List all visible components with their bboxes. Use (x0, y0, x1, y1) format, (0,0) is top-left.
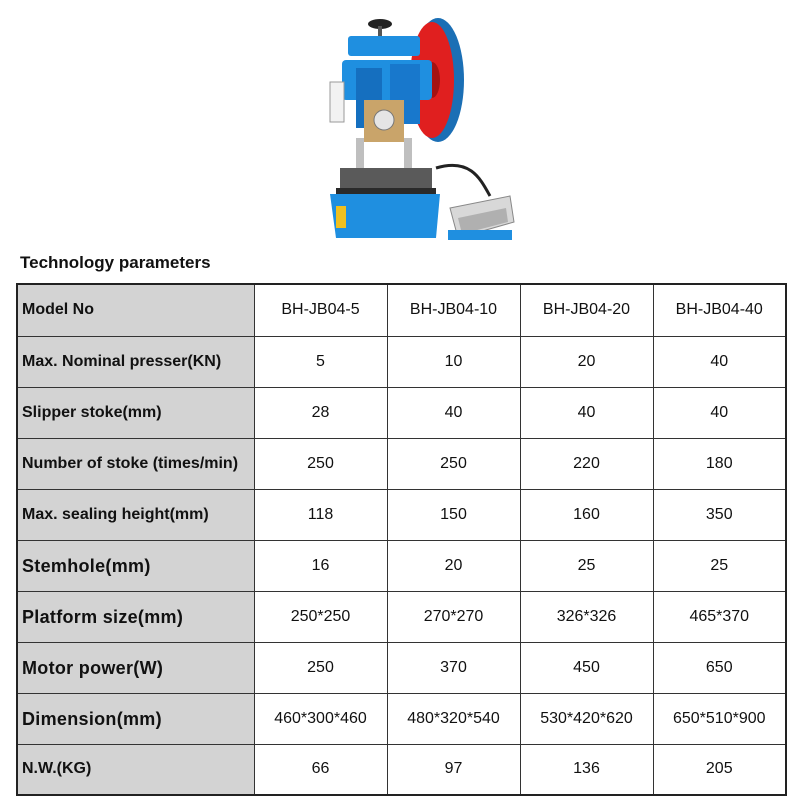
table-header-row (17, 284, 786, 336)
table-cell: 650*510*900 (653, 693, 786, 744)
table-row (17, 540, 786, 591)
table-cell: 250*250 (254, 591, 387, 642)
table-cell: 160 (520, 489, 653, 540)
section-title: Technology parameters (20, 253, 211, 272)
table-cell: 370 (387, 642, 520, 693)
table-cell: 450 (520, 642, 653, 693)
model-name: BH-JB04-40 (653, 284, 786, 336)
row-label: Max. sealing height(mm) (17, 489, 254, 540)
table-cell: 350 (653, 489, 786, 540)
table-cell: 40 (520, 387, 653, 438)
table-row (17, 489, 786, 540)
model-name: BH-JB04-20 (520, 284, 653, 336)
table-cell: 10 (387, 336, 520, 387)
table-row (17, 336, 786, 387)
product-image (300, 8, 530, 248)
table-cell: 326*326 (520, 591, 653, 642)
table-cell: 25 (520, 540, 653, 591)
table-cell: 5 (254, 336, 387, 387)
table-cell: 250 (254, 438, 387, 489)
model-name: BH-JB04-10 (387, 284, 520, 336)
table-row (17, 744, 786, 795)
table-cell: 650 (653, 642, 786, 693)
table-cell: 460*300*460 (254, 693, 387, 744)
row-label: Stemhole(mm) (17, 540, 254, 591)
table-cell: 480*320*540 (387, 693, 520, 744)
table-cell: 40 (653, 336, 786, 387)
row-label: Max. Nominal presser(KN) (17, 336, 254, 387)
table-cell: 66 (254, 744, 387, 795)
table-row (17, 438, 786, 489)
punch-press-illustration (300, 8, 530, 248)
table-cell: 250 (254, 642, 387, 693)
row-label: Slipper stoke(mm) (17, 387, 254, 438)
table-row (17, 642, 786, 693)
table-cell: 20 (520, 336, 653, 387)
table-cell: 180 (653, 438, 786, 489)
parameters-table (16, 283, 787, 796)
table-row (17, 693, 786, 744)
row-label: Number of stoke (times/min) (17, 438, 254, 489)
row-label: Motor power(W) (17, 642, 254, 693)
header-label: Model No (17, 284, 254, 336)
table-cell: 270*270 (387, 591, 520, 642)
table-cell: 40 (653, 387, 786, 438)
table-cell: 40 (387, 387, 520, 438)
table-cell: 118 (254, 489, 387, 540)
table-row (17, 591, 786, 642)
table-cell: 16 (254, 540, 387, 591)
table-cell: 97 (387, 744, 520, 795)
table-cell: 150 (387, 489, 520, 540)
table-cell: 205 (653, 744, 786, 795)
row-label: Dimension(mm) (17, 693, 254, 744)
table-cell: 25 (653, 540, 786, 591)
table-cell: 530*420*620 (520, 693, 653, 744)
table-cell: 136 (520, 744, 653, 795)
row-label: N.W.(KG) (17, 744, 254, 795)
table-cell: 20 (387, 540, 520, 591)
table-cell: 250 (387, 438, 520, 489)
row-label: Platform size(mm) (17, 591, 254, 642)
model-name: BH-JB04-5 (254, 284, 387, 336)
table-row (17, 387, 786, 438)
table-cell: 465*370 (653, 591, 786, 642)
table-cell: 220 (520, 438, 653, 489)
table-cell: 28 (254, 387, 387, 438)
